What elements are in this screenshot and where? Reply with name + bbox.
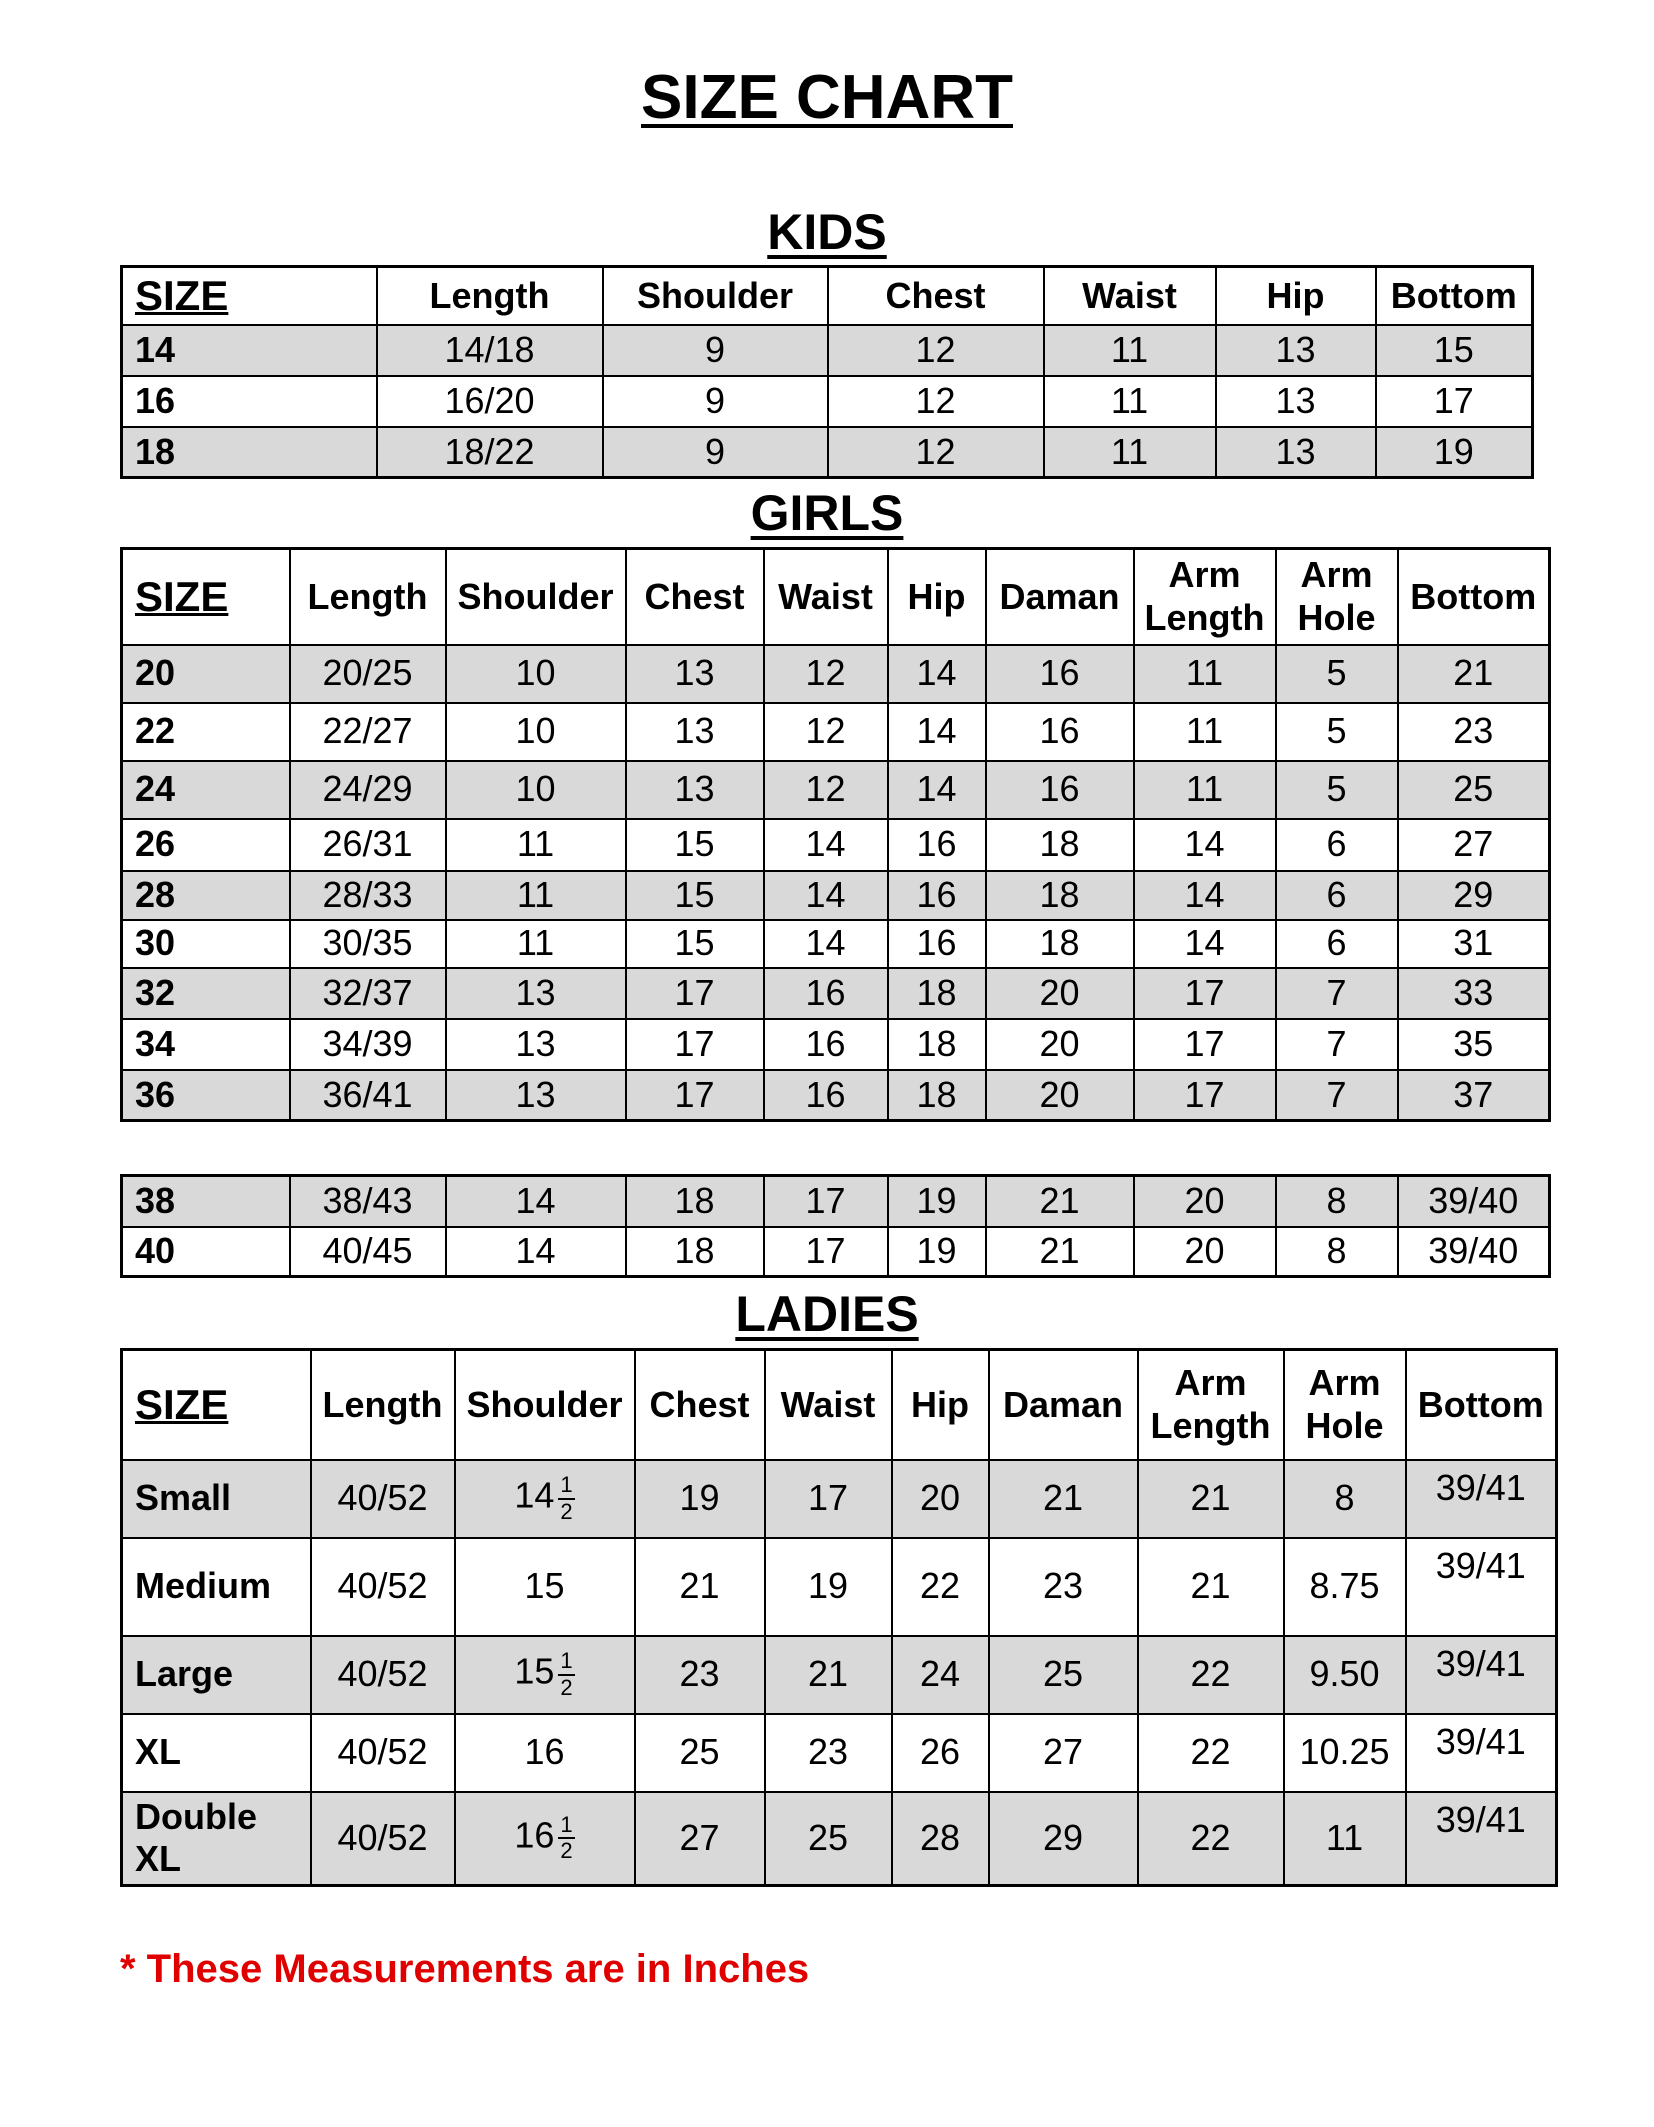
chest-cell: 12 (828, 376, 1044, 427)
daman-cell: 29 (989, 1792, 1138, 1886)
ladies-header-waist: Waist (765, 1350, 892, 1460)
waist-cell: 11 (1044, 325, 1216, 376)
daman-cell: 20 (986, 1070, 1134, 1121)
chest-cell: 19 (635, 1460, 765, 1538)
fraction-numerator: 1 (558, 1649, 574, 1675)
hip-cell: 16 (888, 871, 986, 920)
daman-cell: 16 (986, 703, 1134, 761)
daman-cell: 21 (986, 1176, 1134, 1227)
bottom-cell: 39/41 (1406, 1714, 1557, 1792)
daman-cell: 16 (986, 761, 1134, 819)
kids-header-length: Length (377, 267, 603, 325)
arm-length-cell: 11 (1134, 761, 1276, 819)
arm-hole-cell: 7 (1276, 1070, 1398, 1121)
ladies-header-chest: Chest (635, 1350, 765, 1460)
length-cell: 40/52 (311, 1636, 455, 1714)
table-row (122, 1070, 1550, 1121)
girls-header-hip: Hip (888, 549, 986, 645)
chest-cell: 18 (626, 1227, 764, 1277)
girls-extra-table (120, 1174, 1551, 1278)
hip-cell: 24 (892, 1636, 989, 1714)
hip-cell: 13 (1216, 427, 1376, 478)
bottom-cell: 29 (1398, 871, 1550, 920)
girls-header-chest: Chest (626, 549, 764, 645)
arm-hole-cell: 6 (1276, 871, 1398, 920)
hip-cell: 18 (888, 968, 986, 1019)
hip-cell: 22 (892, 1538, 989, 1636)
kids-header-size: SIZE (122, 267, 377, 325)
hip-cell: 19 (888, 1227, 986, 1277)
arm-length-cell: 22 (1138, 1714, 1284, 1792)
chest-cell: 15 (626, 920, 764, 968)
chest-cell: 18 (626, 1176, 764, 1227)
table-row (122, 1792, 1557, 1886)
chest-cell: 23 (635, 1636, 765, 1714)
table-row (122, 1636, 1557, 1714)
chest-cell: 15 (626, 871, 764, 920)
daman-cell: 16 (986, 645, 1134, 703)
waist-cell: 17 (765, 1460, 892, 1538)
chest-cell: 15 (626, 819, 764, 871)
ladies-header-hip: Hip (892, 1350, 989, 1460)
length-cell: 14/18 (377, 325, 603, 376)
bottom-cell: 39/40 (1398, 1227, 1550, 1277)
kids-header-waist: Waist (1044, 267, 1216, 325)
waist-cell: 25 (765, 1792, 892, 1886)
arm-hole-cell: 11 (1284, 1792, 1406, 1886)
bottom-cell: 31 (1398, 920, 1550, 968)
table-row (122, 1176, 1550, 1227)
table-row (122, 645, 1550, 703)
bottom-cell: 23 (1398, 703, 1550, 761)
arm-hole-cell: 10.25 (1284, 1714, 1406, 1792)
daman-cell: 18 (986, 871, 1134, 920)
size-cell: 14 (122, 325, 377, 376)
girls-header-bottom: Bottom (1398, 549, 1550, 645)
waist-cell: 21 (765, 1636, 892, 1714)
length-cell: 22/27 (290, 703, 446, 761)
arm-length-cell: 14 (1134, 819, 1276, 871)
hip-cell: 14 (888, 703, 986, 761)
hip-cell: 13 (1216, 325, 1376, 376)
bottom-cell: 25 (1398, 761, 1550, 819)
girls-header-length: Length (290, 549, 446, 645)
waist-cell: 12 (764, 645, 888, 703)
bottom-cell: 35 (1398, 1019, 1550, 1070)
fraction-denominator: 2 (560, 1838, 573, 1864)
ladies-header-bottom: Bottom (1406, 1350, 1557, 1460)
size-cell: 40 (122, 1227, 290, 1277)
bottom-cell: 39/41 (1406, 1538, 1557, 1636)
size-cell: XL (122, 1714, 311, 1792)
bottom-cell: 15 (1376, 325, 1533, 376)
length-cell: 18/22 (377, 427, 603, 478)
daman-cell: 27 (989, 1714, 1138, 1792)
chest-cell: 17 (626, 1070, 764, 1121)
arm-hole-cell: 6 (1276, 920, 1398, 968)
size-cell: Large (122, 1636, 311, 1714)
size-cell: Medium (122, 1538, 311, 1636)
ladies-header-daman: Daman (989, 1350, 1138, 1460)
length-cell: 34/39 (290, 1019, 446, 1070)
arm-hole-cell: 8 (1284, 1460, 1406, 1538)
fraction-denominator: 2 (560, 1498, 573, 1524)
ladies-header-size: SIZE (122, 1350, 311, 1460)
kids-table (120, 265, 1534, 479)
shoulder-cell (455, 1538, 635, 1636)
length-cell: 20/25 (290, 645, 446, 703)
length-cell: 32/37 (290, 968, 446, 1019)
daman-cell: 21 (989, 1460, 1138, 1538)
chest-cell: 27 (635, 1792, 765, 1886)
shoulder-cell: 14 (446, 1227, 626, 1277)
size-line: Double (135, 1795, 257, 1837)
shoulder-cell: 10 (446, 703, 626, 761)
chest-cell: 21 (635, 1538, 765, 1636)
table-row (122, 761, 1550, 819)
bottom-cell: 17 (1376, 376, 1533, 427)
daman-cell: 20 (986, 1019, 1134, 1070)
ladies-header-length: Length (311, 1350, 455, 1460)
size-cell: 28 (122, 871, 290, 920)
table-row (122, 920, 1550, 968)
shoulder-cell: 13 (446, 968, 626, 1019)
table-row (122, 325, 1533, 376)
fraction (558, 1473, 574, 1523)
header-line: Length (1150, 1404, 1271, 1446)
girls-header-size: SIZE (122, 549, 290, 645)
daman-cell: 21 (986, 1227, 1134, 1277)
arm-length-cell: 11 (1134, 703, 1276, 761)
chest-cell: 13 (626, 645, 764, 703)
length-cell: 30/35 (290, 920, 446, 968)
waist-cell: 14 (764, 920, 888, 968)
shoulder-cell: 9 (603, 427, 828, 478)
bottom-cell: 39/40 (1398, 1176, 1550, 1227)
size-cell: 16 (122, 376, 377, 427)
daman-cell: 18 (986, 920, 1134, 968)
table-row (122, 1714, 1557, 1792)
shoulder-cell: 9 (603, 325, 828, 376)
size-cell (122, 1792, 311, 1886)
table-row (122, 376, 1533, 427)
chest-cell: 12 (828, 325, 1044, 376)
shoulder-cell: 9 (603, 376, 828, 427)
arm-length-cell: 14 (1134, 871, 1276, 920)
shoulder-cell (455, 1636, 635, 1714)
size-cell: 30 (122, 920, 290, 968)
table-row (122, 1538, 1557, 1636)
waist-cell: 17 (764, 1176, 888, 1227)
hip-cell: 14 (888, 761, 986, 819)
header-line: Hole (1305, 1404, 1384, 1446)
kids-header-bottom: Bottom (1376, 267, 1533, 325)
chest-cell: 12 (828, 427, 1044, 478)
ladies-title: LADIES (735, 1286, 919, 1342)
shoulder-cell: 14 (446, 1176, 626, 1227)
hip-cell: 16 (888, 819, 986, 871)
fraction-numerator: 1 (558, 1473, 574, 1499)
daman-cell: 23 (989, 1538, 1138, 1636)
shoulder-cell: 11 (446, 920, 626, 968)
kids-header-chest: Chest (828, 267, 1044, 325)
table-row (122, 427, 1533, 478)
fraction-denominator: 2 (560, 1674, 573, 1700)
hip-cell: 16 (888, 920, 986, 968)
size-line: XL (135, 1838, 182, 1880)
size-cell: 26 (122, 819, 290, 871)
table-row (122, 871, 1550, 920)
size-cell: 18 (122, 427, 377, 478)
ladies-table (120, 1348, 1558, 1887)
waist-cell: 12 (764, 761, 888, 819)
length-cell: 26/31 (290, 819, 446, 871)
size-cell: 38 (122, 1176, 290, 1227)
length-cell: 16/20 (377, 376, 603, 427)
girls-title: GIRLS (750, 485, 904, 541)
kids-header-shoulder: Shoulder (603, 267, 828, 325)
arm-hole-cell: 5 (1276, 761, 1398, 819)
fraction (558, 1649, 574, 1699)
hip-cell: 14 (888, 645, 986, 703)
size-cell: 32 (122, 968, 290, 1019)
girls-header-waist: Waist (764, 549, 888, 645)
hip-cell: 18 (888, 1019, 986, 1070)
arm-length-cell: 14 (1134, 920, 1276, 968)
size-cell: 36 (122, 1070, 290, 1121)
ladies-header-arm-hole (1284, 1350, 1406, 1460)
table-row (122, 1460, 1557, 1538)
girls-header-shoulder: Shoulder (446, 549, 626, 645)
shoulder-cell: 10 (446, 645, 626, 703)
header-line: Arm (1308, 1362, 1381, 1404)
arm-length-cell: 11 (1134, 645, 1276, 703)
size-cell: 24 (122, 761, 290, 819)
shoulder-value: 16 (524, 1731, 565, 1773)
ladies-header-shoulder: Shoulder (455, 1350, 635, 1460)
shoulder-cell: 13 (446, 1019, 626, 1070)
header-line: Arm (1300, 554, 1373, 596)
arm-hole-cell: 7 (1276, 968, 1398, 1019)
bottom-cell: 39/41 (1406, 1636, 1557, 1714)
girls-header-row (122, 549, 1550, 645)
shoulder-value: 15 (524, 1565, 565, 1607)
shoulder-value: 14 (514, 1475, 555, 1517)
fraction-numerator: 1 (558, 1813, 574, 1839)
size-cell: Small (122, 1460, 311, 1538)
kids-header-hip: Hip (1216, 267, 1376, 325)
bottom-cell: 37 (1398, 1070, 1550, 1121)
length-cell: 24/29 (290, 761, 446, 819)
chest-cell: 13 (626, 761, 764, 819)
girls-table (120, 547, 1551, 1122)
arm-hole-cell: 8 (1276, 1227, 1398, 1277)
table-row (122, 1019, 1550, 1070)
table-row (122, 819, 1550, 871)
length-cell: 40/52 (311, 1460, 455, 1538)
arm-hole-cell: 7 (1276, 1019, 1398, 1070)
waist-cell: 11 (1044, 376, 1216, 427)
waist-cell: 23 (765, 1714, 892, 1792)
table-row (122, 1227, 1550, 1277)
arm-length-cell: 17 (1134, 1070, 1276, 1121)
shoulder-cell: 13 (446, 1070, 626, 1121)
bottom-cell: 19 (1376, 427, 1533, 478)
length-cell: 40/52 (311, 1714, 455, 1792)
header-line: Arm (1168, 554, 1241, 596)
arm-hole-cell: 6 (1276, 819, 1398, 871)
shoulder-cell (455, 1792, 635, 1886)
waist-cell: 16 (764, 1070, 888, 1121)
waist-cell: 17 (764, 1227, 888, 1277)
size-cell: 22 (122, 703, 290, 761)
bottom-cell: 39/41 (1406, 1792, 1557, 1886)
waist-cell: 16 (764, 968, 888, 1019)
hip-cell: 13 (1216, 376, 1376, 427)
arm-hole-cell: 5 (1276, 703, 1398, 761)
hip-cell: 18 (888, 1070, 986, 1121)
girls-header-arm-hole (1276, 549, 1398, 645)
arm-length-cell: 20 (1134, 1176, 1276, 1227)
shoulder-cell (455, 1714, 635, 1792)
hip-cell: 19 (888, 1176, 986, 1227)
kids-header-row (122, 267, 1533, 325)
arm-length-cell: 17 (1134, 1019, 1276, 1070)
chest-cell: 17 (626, 1019, 764, 1070)
header-line: Hole (1297, 596, 1376, 638)
waist-cell: 14 (764, 819, 888, 871)
page-title: SIZE CHART (641, 63, 1013, 132)
measurement-footnote: * These Measurements are in Inches (120, 1947, 810, 1991)
waist-cell: 11 (1044, 427, 1216, 478)
arm-length-cell: 21 (1138, 1538, 1284, 1636)
shoulder-cell (455, 1460, 635, 1538)
arm-length-cell: 22 (1138, 1792, 1284, 1886)
arm-length-cell: 22 (1138, 1636, 1284, 1714)
length-cell: 36/41 (290, 1070, 446, 1121)
daman-cell: 25 (989, 1636, 1138, 1714)
shoulder-cell: 10 (446, 761, 626, 819)
bottom-cell: 33 (1398, 968, 1550, 1019)
bottom-cell: 39/41 (1406, 1460, 1557, 1538)
bottom-cell: 21 (1398, 645, 1550, 703)
arm-hole-cell: 8 (1276, 1176, 1398, 1227)
waist-cell: 14 (764, 871, 888, 920)
girls-header-arm-length (1134, 549, 1276, 645)
size-cell: 34 (122, 1019, 290, 1070)
daman-cell: 20 (986, 968, 1134, 1019)
arm-length-cell: 20 (1134, 1227, 1276, 1277)
header-line: Length (1144, 596, 1265, 638)
hip-cell: 28 (892, 1792, 989, 1886)
hip-cell: 26 (892, 1714, 989, 1792)
shoulder-value: 15 (514, 1651, 555, 1693)
shoulder-value: 16 (514, 1814, 555, 1856)
length-cell: 40/52 (311, 1792, 455, 1886)
arm-hole-cell: 5 (1276, 645, 1398, 703)
shoulder-cell: 11 (446, 871, 626, 920)
bottom-cell: 27 (1398, 819, 1550, 871)
girls-header-daman: Daman (986, 549, 1134, 645)
chest-cell: 13 (626, 703, 764, 761)
table-row (122, 968, 1550, 1019)
chest-cell: 17 (626, 968, 764, 1019)
length-cell: 40/45 (290, 1227, 446, 1277)
length-cell: 38/43 (290, 1176, 446, 1227)
waist-cell: 12 (764, 703, 888, 761)
arm-hole-cell: 8.75 (1284, 1538, 1406, 1636)
fraction (558, 1813, 574, 1863)
header-line: Arm (1174, 1362, 1247, 1404)
size-cell: 20 (122, 645, 290, 703)
shoulder-cell: 11 (446, 819, 626, 871)
arm-length-cell: 21 (1138, 1460, 1284, 1538)
waist-cell: 19 (765, 1538, 892, 1636)
length-cell: 40/52 (311, 1538, 455, 1636)
chest-cell: 25 (635, 1714, 765, 1792)
hip-cell: 20 (892, 1460, 989, 1538)
table-row (122, 703, 1550, 761)
arm-length-cell: 17 (1134, 968, 1276, 1019)
kids-title: KIDS (767, 204, 887, 260)
length-cell: 28/33 (290, 871, 446, 920)
arm-hole-cell: 9.50 (1284, 1636, 1406, 1714)
waist-cell: 16 (764, 1019, 888, 1070)
ladies-header-arm-length (1138, 1350, 1284, 1460)
ladies-header-row (122, 1350, 1557, 1460)
daman-cell: 18 (986, 819, 1134, 871)
